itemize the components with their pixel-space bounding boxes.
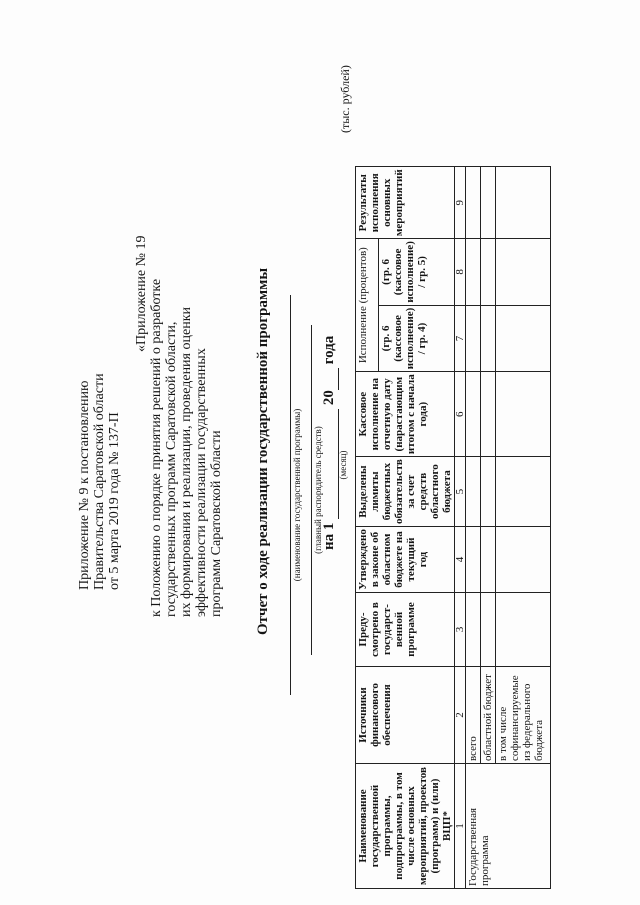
row-program-label: Государственная программа (466, 764, 551, 889)
distributor-line (311, 325, 312, 655)
column-number: 2 (455, 667, 466, 764)
program-name-line (290, 295, 291, 695)
header-execution-percent: Исполнение (процентов) (356, 239, 379, 372)
appendix-19-line: государственных программ Саратовской области, (164, 321, 179, 617)
column-number: 5 (455, 457, 466, 527)
header-funding-source: Источники финансового обеспечения (356, 667, 455, 764)
table-cell (466, 457, 481, 527)
column-number: 3 (455, 593, 466, 667)
column-number: 7 (455, 305, 466, 372)
source-total: всего (466, 667, 481, 764)
table-cell (496, 305, 551, 372)
appendix-9-line: Приложение № 9 к постановлению (77, 380, 92, 590)
distributor-caption: (главный распорядитель средств) (313, 426, 323, 554)
date-suffix: года (321, 335, 337, 365)
table-cell (481, 239, 496, 306)
month-blank (321, 409, 339, 519)
year-blank (321, 368, 339, 390)
table-cell (496, 167, 551, 239)
appendix-19-line: их формирования и реализации, проведения оценки (179, 307, 194, 617)
report-table (355, 166, 551, 889)
table-cell (481, 372, 496, 457)
column-number: 9 (455, 167, 466, 239)
column-number: 6 (455, 372, 466, 457)
column-number: 4 (455, 527, 466, 593)
month-caption: (месяц) (338, 450, 348, 480)
table-cell (496, 372, 551, 457)
report-title: Отчет о ходе реализации государственной программы (255, 267, 271, 635)
header-cash-execution: Кассовое исполнение на отчетную дату (нарастающим итогом с начала года) (356, 372, 455, 457)
table-cell (496, 593, 551, 667)
units-label: (тыс. рублей) (338, 65, 352, 133)
table-cell (466, 593, 481, 667)
table-cell (496, 457, 551, 527)
table-cell (466, 372, 481, 457)
table-cell (496, 239, 551, 306)
table-cell (466, 305, 481, 372)
year-prefix: 20 (321, 390, 337, 406)
header-program-name: Наименование государственной программы, подпрограммы, в том числе основных мероприятий, проектов (программ) и (или) ВЦП* (356, 764, 455, 889)
header-col7: (гр. 6 (кассовое исполнение) / гр. 4) (378, 305, 455, 372)
appendix-19-note (134, 236, 224, 618)
header-approved: Утверждено в законе об областном бюджете на текущий год (356, 527, 455, 593)
appendix-9-line: Правительства Саратовской области (92, 373, 107, 590)
header-limits: Выделены лимиты бюджетных обязательств за счет средств областного бюджета (356, 457, 455, 527)
table-cell (481, 527, 496, 593)
source-federal-cofinanced: в том числе софинансируемые из федерального бюджета (496, 667, 551, 764)
report-date-line (321, 336, 339, 550)
table-cell (481, 457, 496, 527)
table-cell (496, 527, 551, 593)
source-regional-budget: областной бюджет (481, 667, 496, 764)
table-cell (481, 305, 496, 372)
column-number: 1 (455, 764, 466, 889)
table-cell (481, 593, 496, 667)
table-cell (466, 239, 481, 306)
appendix-19-line: к Положению о порядке принятия решений о разработке (149, 278, 164, 617)
appendix-19-line: эффективности реализации государственных (194, 348, 209, 617)
table-cell (481, 167, 496, 239)
table-cell (466, 527, 481, 593)
column-number: 8 (455, 239, 466, 306)
appendix-19-line: программ Саратовской области (209, 430, 224, 617)
appendix-9-line: от 5 марта 2019 года № 137-П (107, 412, 122, 590)
header-results: Результаты исполнения основных мероприятий (356, 167, 455, 239)
header-planned: Преду-смотрено в государст-венной программе (356, 593, 455, 667)
table-cell (466, 167, 481, 239)
date-prefix: на 1 (321, 522, 337, 550)
appendix-19-line: «Приложение № 19 (134, 235, 149, 352)
header-col8: (гр. 6 (кассовое исполнение) / гр. 5) (378, 239, 455, 306)
appendix-9-note (77, 373, 122, 590)
program-caption: (наименование государственной программы) (292, 408, 302, 582)
